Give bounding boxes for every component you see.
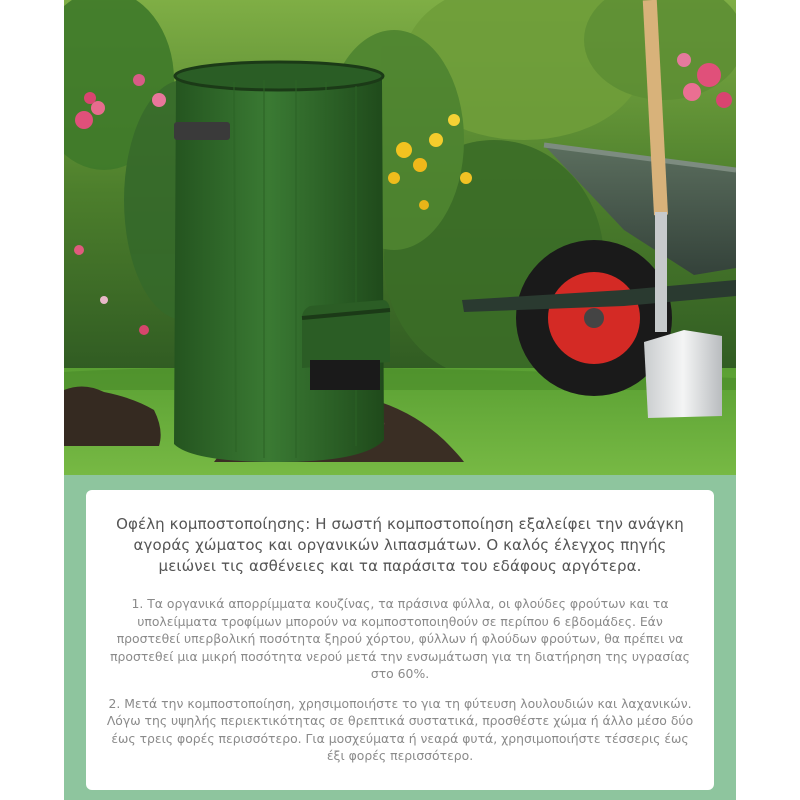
compost-bag bbox=[174, 62, 390, 462]
info-card bbox=[86, 490, 714, 790]
step-2-text: 2. Μετά την κομποστοποίηση, χρησιμοποιήστε το για τη φύτευση λουλουδιών και λαχανικών. Λόγω της υψηλής περιεκτικότητας σε θρεπτικά συστατικά, προσθέστε χώμα ή άλλο μέσο δύο έως τρεις φορές περισσότερο. Για μοσχεύματα ή νεαρά φυτά, χρησιμοποιήστε τέσσερις έως έξι φορές περισσότερο. bbox=[106, 695, 694, 763]
step-1-text: 1. Τα οργανικά απορρίμματα κουζίνας, τα πράσινα φύλλα, οι φλούδες φρούτων και τα υπολείμματα τροφίμων μπορούν να κομποστοποιηθούν σε περίπου 6 εβδομάδες. Εάν προστεθεί υπερβολική ποσότητα ξηρού χόρτου, φύλλων ή φλούδων φρούτων, θα πρέπει να προστεθεί μια μικρή ποσότητα νερού μετά την ενσωμάτωση για τη διατήρηση της υγρασίας στο 60%. bbox=[110, 596, 690, 681]
garden-scene-illustration bbox=[64, 0, 736, 475]
composting-benefits-text: Οφέλη κομποστοποίησης: Η σωστή κομποστοποίηση εξαλείφει την ανάγκη αγοράς χώματος και οργανικών λιπασμάτων. Ο καλός έλεγχος πηγής μειώνει τις ασθένειες και τα παράσιτα του εδάφους αργότερα. bbox=[116, 515, 684, 575]
steps-list bbox=[106, 595, 694, 765]
info-panel bbox=[64, 475, 736, 800]
garden-photo bbox=[64, 0, 736, 475]
